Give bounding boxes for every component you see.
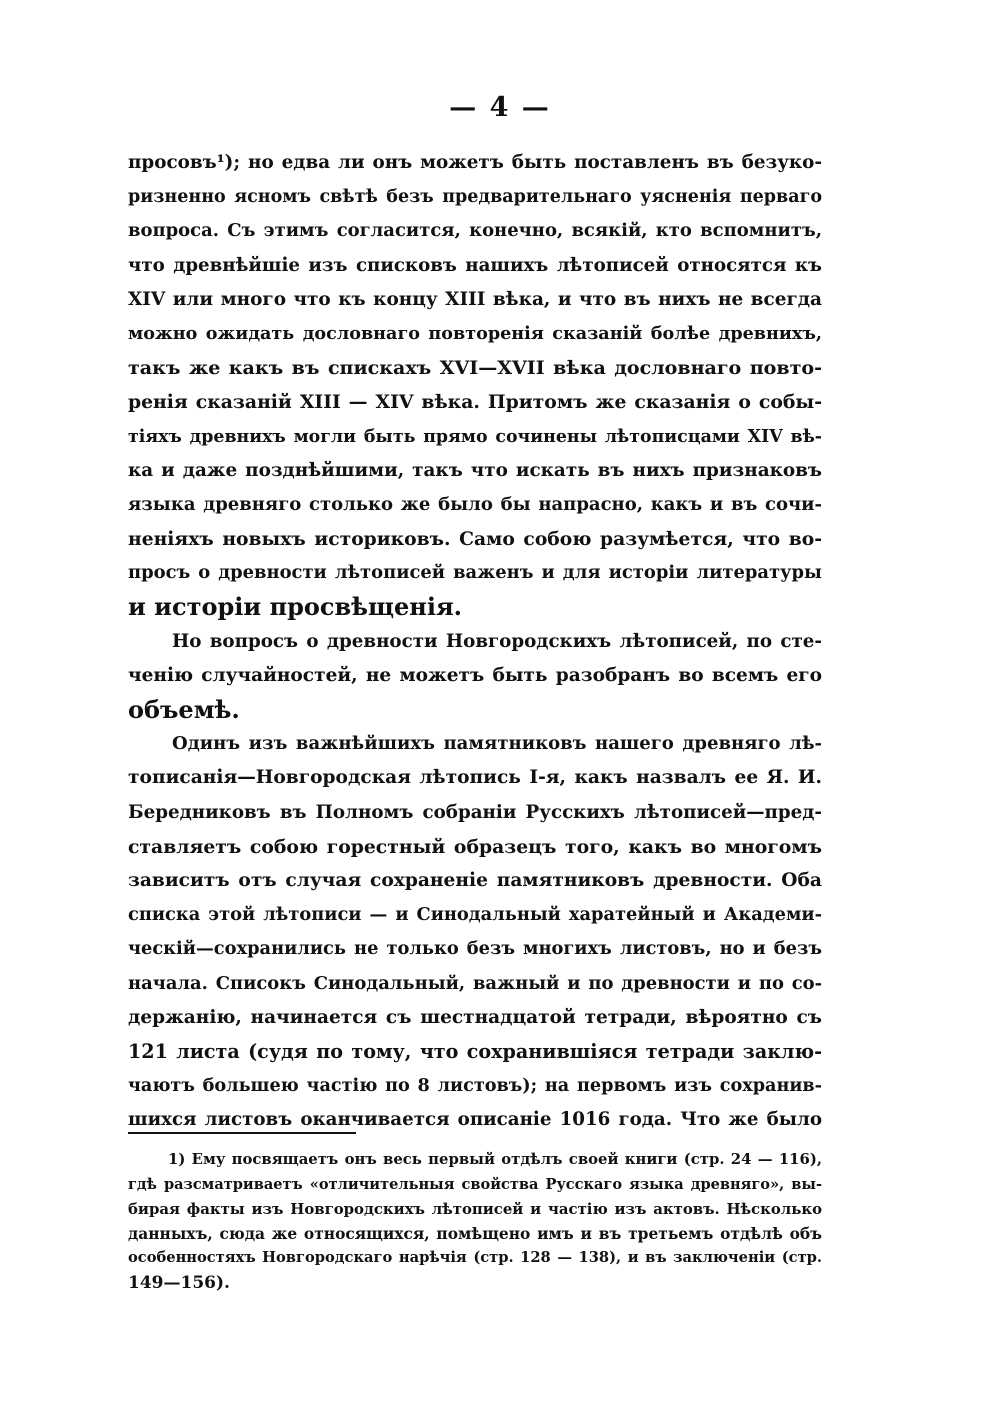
text-line: ренія сказаній XIII — XIV вѣка. Притомъ же сказанія о собы- bbox=[128, 391, 822, 414]
text-line: можно ожидать дословнаго повторенія сказаній болѣе древнихъ, bbox=[128, 322, 822, 344]
text-line: зависитъ отъ случая сохраненіе памятниковъ древности. Оба bbox=[128, 869, 822, 891]
text-line: что древнѣйшіе изъ списковъ нашихъ лѣтописей относятся къ bbox=[128, 254, 822, 276]
text-line: XIV или много что къ концу XIII вѣка, и что въ нихъ не всегда bbox=[128, 288, 822, 310]
text-line: языка древняго столько же было бы напрасно, какъ и въ сочи- bbox=[128, 493, 822, 515]
footnote bbox=[128, 1148, 822, 1296]
text-line: неніяхъ новыхъ историковъ. Само собою разумѣется, что во- bbox=[128, 528, 822, 551]
text-line: ческій—сохранились не только безъ многихъ листовъ, но и безъ bbox=[128, 938, 822, 960]
footnote-line: бирая факты изъ Новгородскихъ лѣтописей и частію изъ актовъ. Нѣсколько bbox=[128, 1200, 822, 1219]
text-line: тописанія—Новгородская лѣтопись I-я, какъ назвалъ ее Я. И. bbox=[128, 767, 822, 789]
footnote-line: особенностяхъ Новгородскаго нарѣчія (стр. 128 — 138), и въ заключеніи (стр. bbox=[128, 1249, 822, 1267]
text-line: Но вопросъ о древности Новгородскихъ лѣтописей, по сте- bbox=[172, 630, 822, 652]
text-line: объемѣ. bbox=[128, 695, 240, 724]
text-line: такъ же какъ въ спискахъ XVI—XVII вѣка дословнаго повто- bbox=[128, 357, 822, 380]
text-line: ченію случайностей, не можетъ быть разобранъ во всемъ его bbox=[128, 664, 822, 686]
text-line: ризненно ясномъ свѣтѣ безъ предварительнаго уясненія перваго bbox=[128, 187, 822, 208]
page-number: — 4 — bbox=[449, 92, 551, 123]
text-line: ставляетъ собою горестный образецъ того, какъ во многомъ bbox=[128, 835, 822, 858]
text-line: Бередниковъ въ Полномъ собраніи Русскихъ лѣтописей—пред- bbox=[128, 801, 822, 823]
main-text bbox=[128, 146, 822, 1137]
text-line: чаютъ большею частію по 8 листовъ); на первомъ изъ сохранив- bbox=[128, 1075, 822, 1097]
footnote-line: 149—156). bbox=[128, 1272, 230, 1293]
text-line: и исторіи просвѣщенія. bbox=[128, 592, 463, 622]
text-line: тіяхъ древнихъ могли быть прямо сочинены лѣтописцами XIV вѣ- bbox=[128, 426, 822, 447]
text-line: вопроса. Съ этимъ согласится, конечно, всякій, кто вспомнитъ, bbox=[128, 220, 822, 242]
footnote-divider bbox=[128, 1132, 356, 1134]
footnote-line: гдѣ разсматриваетъ «отличительныя свойства Русскаго языка древняго», вы- bbox=[128, 1175, 822, 1193]
text-line: начала. Списокъ Синодальный, важный и по древности и по со- bbox=[128, 972, 822, 994]
text-line: держанію, начинается съ шестнадцатой тетради, вѣроятно съ bbox=[128, 1006, 822, 1028]
text-line: 121 листа (судя по тому, что сохранившіяся тетради заклю- bbox=[128, 1039, 822, 1063]
text-line: просъ о древности лѣтописей важенъ и для исторіи литературы bbox=[128, 562, 822, 584]
text-line: ка и даже позднѣйшими, такъ что искать въ нихъ признаковъ bbox=[128, 459, 822, 481]
text-line: просовъ¹); но едва ли онъ можетъ быть поставленъ въ безуко- bbox=[128, 152, 822, 173]
footnote-line: 1) Ему посвящаетъ онъ весь первый отдѣлъ своей книги (стр. 24 — 116), bbox=[168, 1151, 822, 1168]
text-line: шихся листовъ оканчивается описаніе 1016 года. Что же было bbox=[128, 1109, 822, 1131]
text-line: Одинъ изъ важнѣйшихъ памятниковъ нашего древняго лѣ- bbox=[172, 733, 822, 755]
footnote-line: данныхъ, сюда же относящихся, помѣщено имъ и въ третьемъ отдѣлѣ объ bbox=[128, 1224, 822, 1243]
text-line: списка этой лѣтописи — и Синодальный харатейный и Академи- bbox=[128, 904, 822, 926]
